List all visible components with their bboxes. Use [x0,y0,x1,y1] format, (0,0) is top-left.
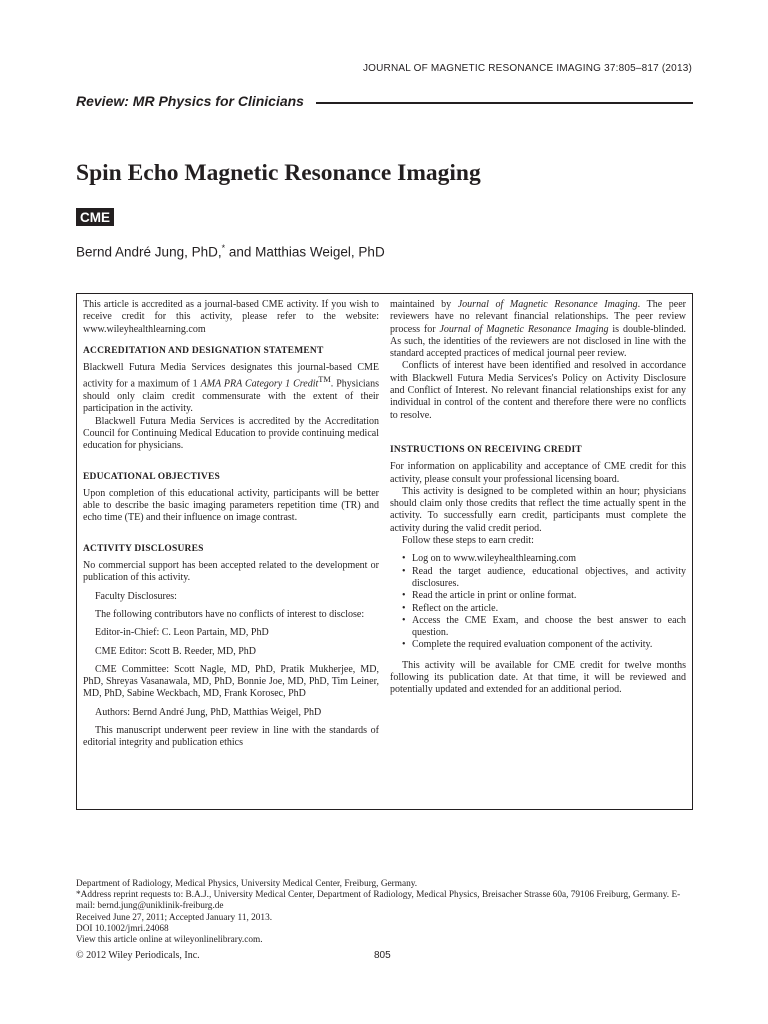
cme-column-left [83,299,379,750]
affiliation: Department of Radiology, Medical Physics, University Medical Center, Freiburg, Germany. [76,879,418,889]
accreditation-text: Blackwell Futura Media Services designates this journal-based CME activity for a maximum of 1 [83,362,379,390]
section-rule [316,102,693,104]
editor-in-chief: Editor-in-Chief: C. Leon Partain, MD, PhD [95,627,269,639]
doi: DOI 10.1002/jmri.24068 [76,923,169,934]
peer-review-text: maintained by [390,299,458,310]
peer-review-text: is double-blinded. As such, the identities of the reviewers are not disclosed in line with the standard accepted practices of medical journal peer review. [390,323,686,360]
objectives-paragraph: Upon completion of this educational activity, participants will be better able to describe the basic imaging parameters repetition time (TR) and echo time (TE) and their influence on image contrast. [83,487,379,524]
list-item: • Complete the required evaluation component of the activity. [402,639,686,651]
cme-badge: CME [76,208,114,226]
accreditation-paragraph: Blackwell Futura Media Services is accredited by the Accreditation Council for Continuing Medical Education to provide continuing medical education for physicians. [83,415,379,452]
list-item: • Access the CME Exam, and choose the best answer to each question. [402,615,686,640]
cme-column-right [390,299,686,697]
received-dates: Received June 27, 2011; Accepted January 11, 2013. [76,912,273,923]
article-title: Spin Echo Magnetic Resonance Imaging [76,160,481,186]
reprint-request: *Address reprint requests to: B.A.J., University Medical Center, Department of Radiology, Medical Physics, Breisacher Strasse 60a, 79106 Freiburg, Germany. E-mail: bernd.jung@uniklinik-freiburg.de [76,890,681,912]
authors-line: Authors: Bernd André Jung, PhD, Matthias Weigel, PhD [95,706,322,718]
cme-intro: This article is accredited as a journal-based CME activity. If you wish to receive credit for this activity, please refer to the website: www.wileyhealthlearning.com [83,299,379,335]
cme-editor: CME Editor: Scott B. Reeder, MD, PhD [95,645,256,657]
trademark-mark: TM [318,375,331,385]
journal-name: Journal of Magnetic Resonance Imaging [439,323,609,335]
list-item: • Read the target audience, educational objectives, and activity disclosures. [402,566,686,591]
credit-designation: AMA PRA Category 1 Credit [200,378,319,390]
page-number: 805 [374,950,391,961]
author-name: and Matthias Weigel, PhD [225,244,385,260]
list-item: • Read the article in print or online format. [402,590,686,602]
list-item: • Reflect on the article. [402,603,686,615]
availability-paragraph: This activity will be available for CME credit for twelve months following its publication date. At that time, it will be reviewed and potentially updated and extended for an additional period. [390,659,686,696]
section-title: Review: MR Physics for Clinicians [76,93,304,109]
credit-steps-list [390,553,686,651]
instructions-heading: INSTRUCTIONS ON RECEIVING CREDIT [390,444,582,455]
accreditation-text: . Physicians should only claim credit commensurate with the extent of their participation in the activity. [83,378,379,415]
faculty-paragraph: The following contributors have no conflicts of interest to disclose: [95,608,365,620]
accreditation-heading: ACCREDITATION AND DESIGNATION STATEMENT [83,345,324,356]
corresponding-author-mark: * [221,243,226,253]
instructions-paragraph: For information on applicability and acceptance of CME credit for this activity, please consult your professional licensing board. [390,461,686,485]
cme-committee: CME Committee: Scott Nagle, MD, PhD, Pratik Mukherjee, MD, PhD, Shreyas Vasanawala, MD, PhD, Bonnie Joe, MD, PhD, Tim Leiner, MD, PhD, Sabine Weckbach, MD, Frank Korosec, PhD [83,663,379,700]
instructions-paragraph: Follow these steps to earn credit: [402,535,534,547]
conflicts-paragraph: Conflicts of interest have been identified and resolved in accordance with Blackwell Futura Media Services's Policy on Activity Disclosure and Conflict of Interest. No relevant financial relationships exist for any individual in control of the content and therefore there were no conflicts to resolve. [390,360,686,421]
peer-review-text: . The peer reviewers have no relevant financial relationships. The peer review process for [390,299,686,335]
cme-info-box [76,293,693,810]
faculty-label: Faculty Disclosures: [95,590,177,602]
section-header [76,93,693,109]
peer-review-paragraph: This manuscript underwent peer review in line with the standards of editorial integrity and publication ethics [83,725,379,749]
instructions-paragraph: This activity is designed to be completed within an hour; physicians should claim only those credits that reflect the time actually spent in the activity. To successfully earn credit, participants must complete the activity during the valid credit period. [390,485,686,534]
disclosures-heading: ACTIVITY DISCLOSURES [83,543,204,554]
peer-review-continued [390,299,686,360]
list-item: • Log on to www.wileyhealthlearning.com [402,553,686,565]
journal-header: JOURNAL OF MAGNETIC RESONANCE IMAGING 37:805–817 (2013) [362,63,692,74]
author-name: Bernd André Jung, PhD, [76,244,222,260]
author-list [76,243,385,260]
accreditation-paragraph [83,362,379,416]
objectives-heading: EDUCATIONAL OBJECTIVES [83,471,220,482]
online-link: View this article online at wileyonlinelibrary.com. [76,935,263,946]
copyright: © 2012 Wiley Periodicals, Inc. [76,950,200,961]
article-footnotes [76,879,693,946]
disclosures-paragraph: No commercial support has been accepted related to the development or publication of this activity. [83,560,379,584]
journal-name: Journal of Magnetic Resonance Imaging [457,299,638,310]
